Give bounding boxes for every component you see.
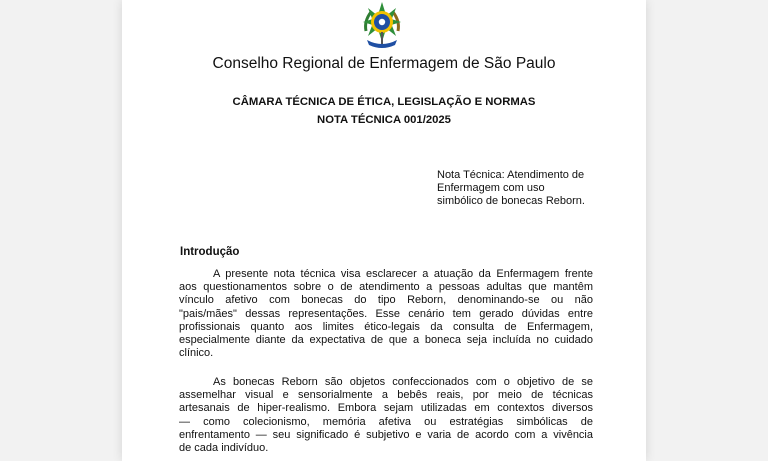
paragraph-line: de cada indivíduo. xyxy=(179,442,269,455)
document-page xyxy=(122,0,646,461)
paragraph-line: assemelhar visual e sensorialmente a bebês reais, por meio de técnicas xyxy=(179,389,593,402)
paragraph-line: — como colecionismo, memória afetiva ou estratégias simbólicas de xyxy=(179,415,593,428)
paragraph-line: A presente nota técnica visa esclarecer a atuação da Enfermagem frente xyxy=(213,268,593,280)
intro-paragraph-2 xyxy=(179,376,593,455)
brazil-coat-of-arms-icon xyxy=(358,1,406,49)
paragraph-line: artesanais de hiper-realismo. Embora sejam utilizadas em contextos diversos xyxy=(179,402,593,415)
subject-line: Nota Técnica: Atendimento de xyxy=(437,169,585,181)
intro-paragraph-1 xyxy=(179,268,593,360)
chamber-title: CÂMARA TÉCNICA DE ÉTICA, LEGISLAÇÃO E NORMAS xyxy=(232,96,536,108)
subject-line: Enfermagem com uso xyxy=(437,182,545,195)
subject-line: simbólico de bonecas Reborn. xyxy=(437,195,585,208)
paragraph-line: aos questionamentos sobre o de atendimento a pessoas adultas que mantêm xyxy=(179,281,593,294)
section-title-introducao: Introdução xyxy=(180,246,240,258)
note-subject xyxy=(437,169,607,209)
note-number: NOTA TÉCNICA 001/2025 xyxy=(317,114,451,126)
organization-name: Conselho Regional de Enfermagem de São Paulo xyxy=(212,55,556,72)
paragraph-line: enfrentamento — seu significado é subjetivo e varia de acordo com a vivência xyxy=(179,428,593,441)
paragraph-line: "pais/mães" dessas representações. Esse cenário tem gerado dúvidas entre xyxy=(179,307,593,320)
paragraph-line: vínculo afetivo com bonecas do tipo Reborn, denominando-se ou não xyxy=(179,294,593,307)
paragraph-line: As bonecas Reborn são objetos confeccionados com o objetivo de se xyxy=(213,376,593,388)
paragraph-line: especialmente diante da expectativa de que a boneca seja incluída no cuidado xyxy=(179,334,593,347)
paragraph-line: clínico. xyxy=(179,347,214,360)
paragraph-line: profissionais quanto aos limites ético-legais da consulta de Enfermagem, xyxy=(179,320,593,333)
